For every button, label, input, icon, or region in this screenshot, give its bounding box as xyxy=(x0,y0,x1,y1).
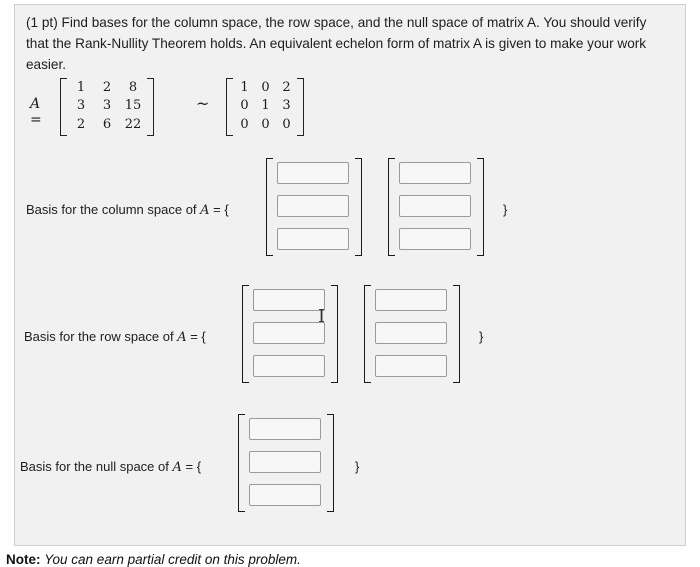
answer-input[interactable] xyxy=(277,195,349,217)
null-vector-1 xyxy=(238,414,334,510)
matrix-label: A = xyxy=(30,96,42,128)
null-space-close: } xyxy=(355,459,360,474)
column-space-close: } xyxy=(503,202,508,217)
e-cell: 1 xyxy=(240,79,249,95)
e-cell: 0 xyxy=(261,116,270,132)
a-cell: 6 xyxy=(102,116,112,132)
partial-credit-note: Note: You can earn partial credit on this problem. xyxy=(6,552,301,567)
e-cell: 0 xyxy=(282,116,291,132)
row-space-close: } xyxy=(479,329,484,344)
a-cell: 15 xyxy=(124,98,142,114)
a-cell: 22 xyxy=(124,116,142,132)
null-space-label: Basis for the null space of A = { xyxy=(20,459,202,475)
answer-input[interactable] xyxy=(399,228,471,250)
column-vector-2 xyxy=(388,158,484,254)
e-cell: 2 xyxy=(282,79,291,95)
problem-text: Find bases for the column space, the row space, and the null space of matrix A. You should verify that the Rank-Nullity Theorem holds. An equivalent echelon form of matrix A is given to make your work easier. xyxy=(26,15,647,72)
answer-input[interactable] xyxy=(253,322,325,344)
answer-input[interactable] xyxy=(375,289,447,311)
e-cell: 0 xyxy=(240,116,249,132)
row-vector-1 xyxy=(242,285,338,381)
equivalence-symbol: ~ xyxy=(196,94,210,113)
answer-input[interactable] xyxy=(375,322,447,344)
answer-input[interactable] xyxy=(399,162,471,184)
answer-input[interactable] xyxy=(277,162,349,184)
a-cell: 3 xyxy=(76,98,86,114)
a-cell: 3 xyxy=(102,98,112,114)
e-cell: 3 xyxy=(282,98,291,114)
column-vector-1 xyxy=(266,158,362,254)
answer-input[interactable] xyxy=(375,355,447,377)
row-vector-2 xyxy=(364,285,460,381)
answer-input[interactable] xyxy=(253,355,325,377)
a-cell: 2 xyxy=(102,79,112,95)
points-badge: (1 pt) xyxy=(26,15,58,30)
problem-statement xyxy=(26,12,666,75)
answer-input[interactable] xyxy=(253,289,325,311)
a-cell: 8 xyxy=(128,79,138,95)
answer-input[interactable] xyxy=(399,195,471,217)
e-cell: 0 xyxy=(261,79,270,95)
a-cell: 2 xyxy=(76,116,86,132)
row-space-label: Basis for the row space of A = { xyxy=(24,329,206,345)
column-space-label: Basis for the column space of A = { xyxy=(26,202,229,218)
a-cell: 1 xyxy=(76,79,86,95)
e-cell: 0 xyxy=(240,98,249,114)
answer-input[interactable] xyxy=(249,418,321,440)
echelon-matrix xyxy=(226,78,304,134)
answer-input[interactable] xyxy=(249,484,321,506)
matrix-a xyxy=(60,78,154,134)
answer-input[interactable] xyxy=(249,451,321,473)
answer-input[interactable] xyxy=(277,228,349,250)
e-cell: 1 xyxy=(261,98,270,114)
text-cursor-icon: I xyxy=(318,306,326,327)
